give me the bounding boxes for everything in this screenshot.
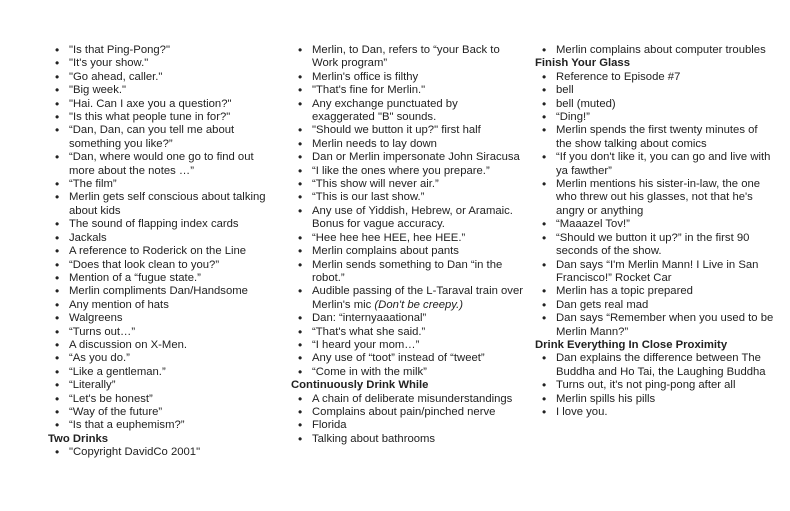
list-item: • Any use of “toot” instead of “tweet” — [291, 352, 523, 365]
section-heading: Two Drinks — [48, 432, 109, 445]
list-item: • Merlin spends the first twenty minutes of the show talking about comics — [535, 124, 775, 151]
list-item: • “Dan, where would one go to find out more about the notes …” — [48, 151, 278, 178]
list-item: • Dan or Merlin impersonate John Siracusa — [291, 151, 523, 164]
list-item: • "It's your show." — [48, 57, 278, 70]
list-item: • “I heard your mom…” — [291, 339, 523, 352]
section-heading: Finish Your Glass — [535, 57, 631, 70]
list-item: • bell — [535, 84, 775, 97]
list-item: • “As you do.” — [48, 352, 278, 365]
list-item: • “Like a gentleman.” — [48, 366, 278, 379]
list-item: • Merlin gets self conscious about talking about kids — [48, 191, 278, 218]
list-item: • “Should we button it up?” in the first 90 seconds of the show. — [535, 232, 775, 259]
list-item: • Dan says “I'm Merlin Mann! I Live in San Francisco!” Rocket Car — [535, 259, 775, 286]
list-item: • “If you don't like it, you can go and live with ya fawther” — [535, 151, 775, 178]
list-item: • Dan gets real mad — [535, 299, 775, 312]
list-item: • Any mention of hats — [48, 299, 278, 312]
section-heading: Continuously Drink While — [291, 379, 429, 392]
list-item: • “Hee hee hee HEE, hee HEE.” — [291, 232, 523, 245]
bullet-list — [48, 446, 278, 459]
list-item: • “The film” — [48, 178, 278, 191]
list-item: • “Ding!” — [535, 111, 775, 124]
list-item: • “Come in with the milk” — [291, 366, 523, 379]
list-item: • Merlin spills his pills — [535, 393, 775, 406]
list-item: • bell (muted) — [535, 98, 775, 111]
section-heading: Drink Everything In Close Proximity — [535, 338, 728, 351]
list-item: • Reference to Episode #7 — [535, 71, 775, 84]
list-item: • Merlin complains about pants — [291, 245, 523, 258]
list-item: • "Hai. Can I axe you a question?" — [48, 98, 278, 111]
list-item: • A chain of deliberate misunderstandings — [291, 393, 523, 406]
list-item-text: Audible passing of the L-Taraval train over Merlin's mic — [312, 285, 523, 311]
list-item: • "Is this what people tune in for?" — [48, 111, 278, 124]
list-item: • “Way of the future” — [48, 406, 278, 419]
list-item: • "That's fine for Merlin." — [291, 84, 523, 97]
list-item: • "Big week." — [48, 84, 278, 97]
list-item: • “I like the ones where you prepare.” — [291, 165, 523, 178]
list-item: • Jackals — [48, 232, 278, 245]
list-item: • “This is our last show.” — [291, 191, 523, 204]
list-item: • Mention of a “fugue state.” — [48, 272, 278, 285]
list-item: • "Is that Ping-Pong?" — [48, 44, 278, 57]
list-item: • Turns out, it's not ping-pong after all — [535, 379, 775, 392]
list-item: • Merlin sends something to Dan “in the robot.” — [291, 259, 523, 286]
list-item: • “Turns out…” — [48, 326, 278, 339]
list-item: • Any use of Yiddish, Hebrew, or Aramaic. Bonus for vague accuracy. — [291, 205, 523, 232]
column-2 — [291, 44, 523, 446]
list-item: • Any exchange punctuated by exaggerated "B" sounds. — [291, 98, 523, 125]
list-item: • "Copyright DavidCo 2001" — [48, 446, 278, 459]
bullet-list — [291, 44, 523, 379]
list-item: • Merlin complains about computer troubles — [535, 44, 775, 57]
bullet-list — [291, 393, 523, 447]
list-item: • “Maaazel Tov!” — [535, 218, 775, 231]
list-item: • Merlin, to Dan, refers to “your Back to Work program” — [291, 44, 523, 71]
list-item: • Walgreens — [48, 312, 278, 325]
list-item: • Florida — [291, 419, 523, 432]
list-item: • A reference to Roderick on the Line — [48, 245, 278, 258]
bullet-list — [535, 44, 775, 57]
column-3 — [535, 44, 775, 419]
list-item: • “Let's be honest” — [48, 393, 278, 406]
list-item: • Talking about bathrooms — [291, 433, 523, 446]
list-item: • The sound of flapping index cards — [48, 218, 278, 231]
list-item: • Merlin's office is filthy — [291, 71, 523, 84]
list-item: • “That's what she said.” — [291, 326, 523, 339]
list-item-aside: (Don't be creepy.) — [374, 298, 464, 311]
list-item: • I love you. — [535, 406, 775, 419]
list-item — [291, 285, 523, 312]
column-1 — [48, 44, 278, 460]
list-item: • Merlin has a topic prepared — [535, 285, 775, 298]
list-item: • "Go ahead, caller." — [48, 71, 278, 84]
list-item: • “Literally” — [48, 379, 278, 392]
bullet-list — [535, 352, 775, 419]
list-item: • Dan explains the difference between The Buddha and Ho Tai, the Laughing Buddha — [535, 352, 775, 379]
bullet-list — [48, 44, 278, 433]
bullet-list — [535, 71, 775, 339]
list-item: • "Should we button it up?" first half — [291, 124, 523, 137]
list-item: • Complains about pain/pinched nerve — [291, 406, 523, 419]
list-item: • Merlin mentions his sister-in-law, the one who threw out his glasses, not that he's angry or anything — [535, 178, 775, 218]
list-item: • Dan says “Remember when you used to be Merlin Mann?” — [535, 312, 775, 339]
list-item: • “Is that a euphemism?” — [48, 419, 278, 432]
list-item: • Dan: “internyaaational” — [291, 312, 523, 325]
list-item: • “Dan, Dan, can you tell me about something you like?” — [48, 124, 278, 151]
list-item: • “Does that look clean to you?” — [48, 259, 278, 272]
list-item: • Merlin needs to lay down — [291, 138, 523, 151]
list-item: • A discussion on X-Men. — [48, 339, 278, 352]
list-item: • Merlin compliments Dan/Handsome — [48, 285, 278, 298]
list-item: • “This show will never air.” — [291, 178, 523, 191]
